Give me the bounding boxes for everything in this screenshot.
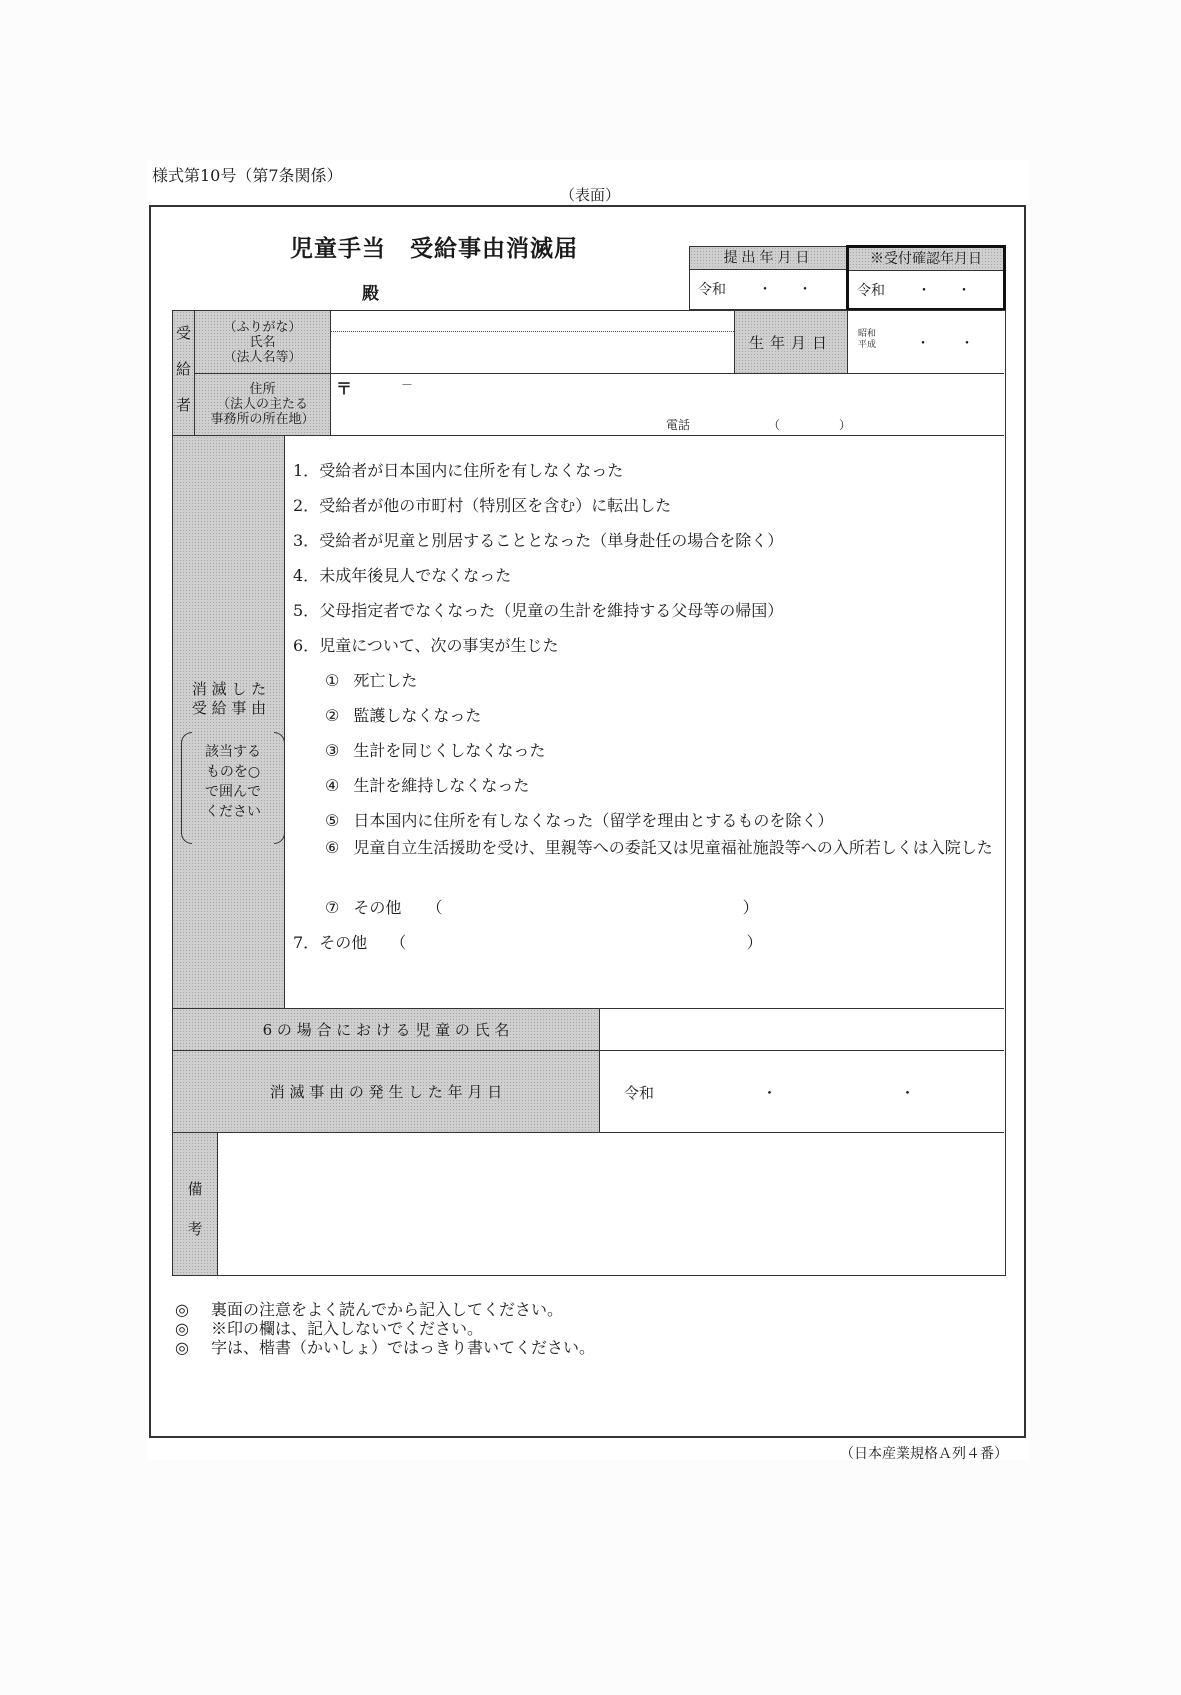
reason-option-4[interactable] xyxy=(293,563,511,586)
sub-reason-2[interactable] xyxy=(325,703,481,726)
reason-text: 未成年後見人でなくなった xyxy=(319,566,512,585)
sub-reason-4[interactable] xyxy=(325,773,529,796)
sub-reason-num: ② xyxy=(325,706,340,725)
form-title: 児童手当 受給事由消滅届 xyxy=(290,235,578,262)
furigana-field[interactable] xyxy=(331,311,734,332)
reason-text: その他 xyxy=(319,933,368,952)
main-table xyxy=(172,310,1006,1276)
instruction-text xyxy=(181,742,285,822)
note-text: ※印の欄は、記入しないでください。 xyxy=(211,1319,484,1338)
reason-num: 1． xyxy=(293,461,320,480)
reception-date-label: ※受付確認年月日 xyxy=(849,248,1003,271)
reasons-options-cell xyxy=(285,436,1004,1009)
birth-date-field[interactable] xyxy=(848,311,1004,374)
occurrence-date-sep2: ・ xyxy=(900,1084,916,1102)
reason-num: 2． xyxy=(293,496,320,515)
paper-standard-note: （日本産業規格Ａ列４番） xyxy=(840,1446,1008,1462)
reception-date-sep2: ・ xyxy=(957,283,971,299)
reception-date-box xyxy=(846,245,1006,311)
reception-date-era: 令和 xyxy=(857,283,885,299)
reason-option-1[interactable] xyxy=(293,458,623,481)
addressee-suffix: 殿 xyxy=(362,284,379,304)
note-mark-icon: ◎ xyxy=(175,1300,189,1319)
instruction-line4: ください xyxy=(205,804,261,820)
sub-reason-7[interactable] xyxy=(325,895,759,918)
reason-text: 受給者が児童と別居することとなった（単身赴任の場合を除く） xyxy=(319,531,784,550)
submit-date-field[interactable] xyxy=(690,270,847,310)
address-label-cell xyxy=(195,374,331,436)
phone-open-paren: （ xyxy=(768,418,781,432)
sub-reason-num: ⑤ xyxy=(325,811,340,830)
form-number: 様式第10号（第7条関係） xyxy=(152,166,343,185)
recipient-char-2: 給 xyxy=(175,360,191,378)
reason-num: 5． xyxy=(293,601,320,620)
note-mark-icon: ◎ xyxy=(175,1338,189,1357)
address-label-line2: （法人の主たる xyxy=(216,397,308,412)
sub-reason-text: 死亡した xyxy=(353,671,418,690)
reason-option-5[interactable] xyxy=(293,598,783,621)
sub-reason-text: 日本国内に住所を有しなくなった（留学を理由とするものを除く） xyxy=(353,811,834,830)
recipient-char-1: 受 xyxy=(175,324,191,342)
child-name-label: 6 の 場 合 に お け る 児 童 の 氏 名 xyxy=(173,1009,600,1051)
sub-reason-3[interactable] xyxy=(325,738,545,761)
reason-num: 4． xyxy=(293,566,320,585)
sub-reason-text: その他 xyxy=(353,898,402,917)
name-label-cell xyxy=(195,311,331,374)
open-paren: （ xyxy=(390,933,407,952)
reasons-label-line1: 消 滅 し た xyxy=(191,680,267,698)
child-name-field[interactable] xyxy=(600,1009,1004,1051)
address-field[interactable] xyxy=(331,374,1004,436)
address-label: 住所 xyxy=(249,382,276,397)
reason-option-6[interactable] xyxy=(293,633,559,656)
birth-era-options xyxy=(858,329,876,351)
submit-date-sep2: ・ xyxy=(798,282,812,298)
reason-num: 6． xyxy=(293,636,320,655)
reason-text: 受給者が他の市町村（特別区を含む）に転出した xyxy=(319,496,672,515)
notes xyxy=(175,1300,595,1357)
sub-reason-6[interactable] xyxy=(325,840,1015,856)
address-label-line3: 事務所の所在地） xyxy=(210,412,315,427)
sub-reason-1[interactable] xyxy=(325,668,417,691)
occurrence-date-sep1: ・ xyxy=(762,1084,778,1102)
reason-option-3[interactable] xyxy=(293,528,783,551)
reason-text: 父母指定者でなくなった（児童の生計を維持する父母等の帰国） xyxy=(319,601,784,620)
remarks-char-2: 考 xyxy=(187,1220,203,1238)
remarks-char-1: 備 xyxy=(187,1180,203,1198)
occurrence-date-field[interactable] xyxy=(600,1051,1004,1133)
era-heisei: 平成 xyxy=(858,340,877,350)
sub-reason-num: ④ xyxy=(325,776,340,795)
instruction-line2: ものを○ xyxy=(205,764,261,780)
sub-reason-text: 生計を維持しなくなった xyxy=(353,776,530,795)
side-label: （表面） xyxy=(560,186,621,204)
reasons-label-line2: 受 給 事 由 xyxy=(191,699,267,717)
reason-option-7[interactable] xyxy=(293,930,763,953)
note-mark-icon: ◎ xyxy=(175,1319,189,1338)
name-field[interactable] xyxy=(331,332,734,373)
reasons-label xyxy=(173,680,285,718)
postal-mark: 〒 xyxy=(336,379,353,398)
reason-text: 受給者が日本国内に住所を有しなくなった xyxy=(319,461,624,480)
birth-sep1: ・ xyxy=(916,336,930,352)
submit-date-label: 提出年月日 xyxy=(690,247,847,270)
submit-date-era: 令和 xyxy=(698,282,726,298)
remarks-label xyxy=(173,1133,218,1275)
name-label: 氏名 xyxy=(249,334,276,350)
reason-text: 児童について、次の事実が生じた xyxy=(319,636,559,655)
reception-date-sep1: ・ xyxy=(917,283,931,299)
postal-dash: － xyxy=(401,378,414,392)
sub-reason-text: 生計を同じくしなくなった xyxy=(353,741,546,760)
note-1 xyxy=(175,1300,595,1319)
note-3 xyxy=(175,1338,595,1357)
close-paren: ） xyxy=(746,933,763,952)
recipient-section-label xyxy=(173,311,195,436)
phone-label: 電話 xyxy=(666,418,691,432)
birth-date-label: 生年月日 xyxy=(735,311,848,374)
instruction-line3: で囲んで xyxy=(205,784,261,800)
sub-reason-num: ⑥ xyxy=(325,838,340,857)
sub-reason-num: ① xyxy=(325,671,340,690)
submit-date-sep1: ・ xyxy=(758,282,772,298)
open-paren: （ xyxy=(426,898,443,917)
close-paren: ） xyxy=(742,898,759,917)
sub-reason-num: ⑦ xyxy=(325,898,340,917)
sub-reason-text: 監護しなくなった xyxy=(353,706,482,725)
instruction-bracket xyxy=(181,732,285,844)
recipient-char-3: 者 xyxy=(175,396,191,414)
corp-name-label: （法人名等） xyxy=(223,349,302,365)
reason-option-2[interactable] xyxy=(293,493,671,516)
reception-date-field[interactable] xyxy=(849,271,1003,311)
reasons-label-cell xyxy=(173,436,285,1009)
sub-reason-text: 児童自立生活援助を受け、里親等への委託又は児童福祉施設等への入所若しくは入院した xyxy=(353,838,993,857)
occurrence-date-era: 令和 xyxy=(624,1084,655,1102)
note-2 xyxy=(175,1319,595,1338)
note-text: 裏面の注意をよく読んでから記入してください。 xyxy=(211,1300,564,1319)
note-text: 字は、楷書（かいしょ）ではっきり書いてください。 xyxy=(211,1338,596,1357)
reason-num: 3． xyxy=(293,531,320,550)
furigana-label: （ふりがな） xyxy=(223,319,302,335)
remarks-field[interactable] xyxy=(218,1133,1004,1275)
birth-sep2: ・ xyxy=(960,336,974,352)
occurrence-date-label: 消 滅 事 由 の 発 生 し た 年 月 日 xyxy=(173,1051,600,1133)
name-input-cell xyxy=(331,311,735,374)
submit-date-box xyxy=(689,246,848,310)
phone-close-paren: ） xyxy=(839,418,852,432)
instruction-line1: 該当する xyxy=(205,744,261,760)
sub-reason-5[interactable] xyxy=(325,808,833,831)
reason-num: 7． xyxy=(293,933,320,952)
sub-reason-num: ③ xyxy=(325,741,340,760)
era-showa: 昭和 xyxy=(858,329,877,339)
